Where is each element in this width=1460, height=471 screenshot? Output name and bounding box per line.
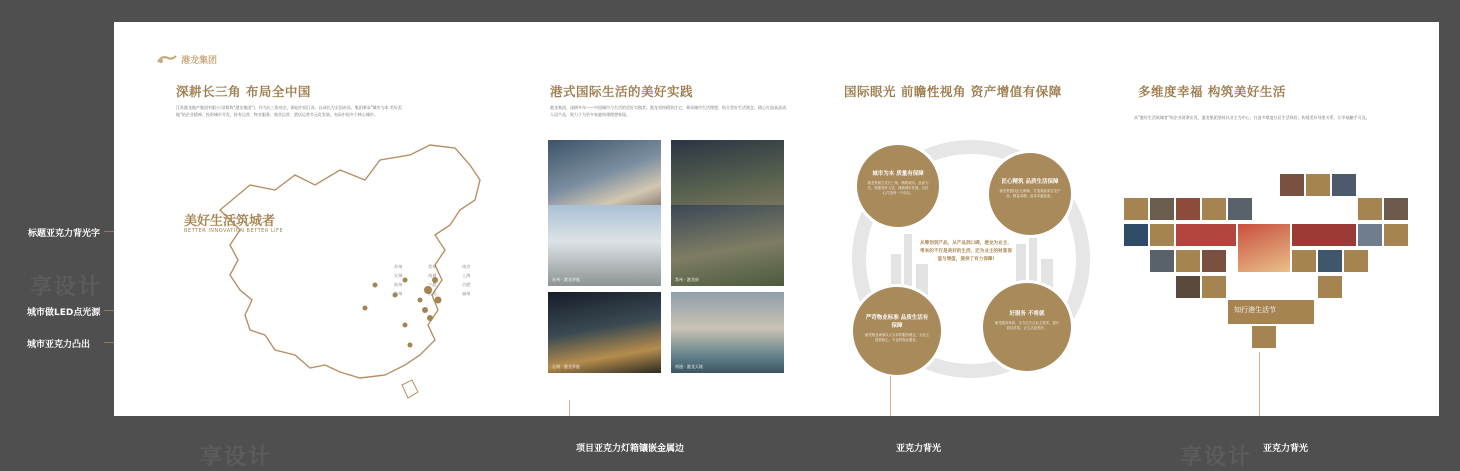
feature-circle-body: 港龙集团立足长三角，精筑城市，品质为先，构建美好人居，深耕城市发展，以匠心打造每一个项目。: [867, 181, 929, 195]
mosaic-cell: [1306, 174, 1330, 196]
mosaic-cell: [1176, 276, 1200, 298]
mosaic-cell: [1384, 224, 1408, 246]
city-label: 福州: [462, 291, 471, 296]
bottom-label-panel2: 项目亚克力灯箱镶嵌金属边: [576, 444, 685, 454]
project-photo: [548, 205, 661, 286]
mosaic-cell: [1176, 198, 1200, 220]
bottom-label-panel3: 亚克力背光: [896, 444, 942, 454]
photo-caption: 常州 · 港龙府: [675, 277, 699, 282]
city-label: 杭州: [394, 282, 403, 287]
watermark: 享设计: [200, 445, 273, 470]
brand-name: 港龙集团: [181, 56, 218, 66]
side-label-city-led: 城市做LED点光源: [27, 308, 101, 318]
project-photo: [548, 292, 661, 373]
city-label: 南通: [428, 273, 437, 278]
photo-caption: 苏州 · 港龙华庭: [552, 277, 580, 282]
panel4-title: 多维度幸福 构筑美好生活: [1138, 84, 1286, 99]
feature-circle: [986, 150, 1074, 238]
city-label: 常州: [428, 264, 437, 269]
panel1-paragraph: 江苏港龙地产集团有限公司(简称"港龙集团")，作为长三角房企，源起中国江苏，以成长为全国布局，集团秉承"城市为本 美好美地"的企业精神，投资城市开发、持有运营、物业服务、商业运营、酒店运营多元化发展，布局中国多个核心城市。: [176, 105, 402, 117]
map-title: 美好生活筑城者: [184, 214, 276, 229]
mosaic-cell: [1292, 224, 1356, 246]
display-board: [114, 22, 1439, 416]
mosaic-cell: [1202, 250, 1226, 272]
mosaic-cell: [1358, 198, 1382, 220]
mosaic-cell: [1318, 250, 1342, 272]
mosaic-cell: [1292, 250, 1316, 272]
city-label: 上海: [462, 273, 471, 278]
bottom-label-panel4: 亚克力背光: [1263, 444, 1309, 454]
mosaic-cell: [1202, 276, 1226, 298]
photo-caption: 南通 · 港龙天境: [675, 364, 703, 369]
connector-line: [569, 400, 570, 416]
city-label: 温州: [394, 291, 403, 296]
mosaic-cell: [1252, 326, 1276, 348]
panel2-paragraph: 港龙集团，深耕多年——中国城市与生活的美好实践者。港龙坚持精装住宅，秉承城市生活理想，结合美好生活理念，精心打造高品质人居产品，致力于为更多家庭构建理想家园。: [550, 105, 786, 117]
feature-circle-title: 严苛物业标准 品质生活有保障: [865, 315, 929, 329]
brand-logo: [156, 53, 217, 66]
brand-logo-icon: [156, 54, 178, 65]
mosaic-cell: [1344, 250, 1368, 272]
side-label-title-acrylic: 标题亚克力背光字: [28, 229, 101, 239]
feature-circle-title: 匠心精筑 品质生活保障: [1001, 179, 1059, 185]
community-photo-mosaic: [1124, 172, 1414, 362]
feature-circle: [854, 142, 942, 230]
project-photo: [671, 205, 784, 286]
mosaic-cell: [1280, 174, 1304, 196]
mosaic-cell: [1150, 198, 1174, 220]
panel4-paragraph: 从"港好生活筑城者"的企业使命出发，港龙集团坚持以业主为中心，打造多维度社区生活体验，构建美好邻里关系，让幸福触手可及。: [1134, 115, 1370, 120]
city-list: [394, 264, 492, 297]
city-label: 南京: [462, 264, 471, 269]
feature-circle-title: 城市为本 质量有保障: [872, 171, 924, 177]
feature-circle-title: 好服务 不将就: [1009, 311, 1045, 317]
mosaic-cell: [1358, 224, 1382, 246]
city-label: 武汉: [428, 291, 437, 296]
feature-circle-body: 港龙集团以匠心精神，打造高品质住宅产品，精益求精，追求卓越品质。: [999, 189, 1061, 198]
city-label: 宁波: [428, 282, 437, 287]
panel3-slogan: 从筹划到产品，从产品到口碑，港龙为业主、带来的不仅是美好的生活，还为业主的财富保值与增值，提供了有力保障!: [920, 241, 1012, 262]
side-label-city-acrylic: 城市亚克力凸出: [27, 340, 91, 350]
feature-circle: [980, 280, 1074, 374]
feature-circle: [850, 284, 944, 378]
watermark: 享设计: [30, 275, 103, 300]
city-label: 合肥: [462, 282, 471, 287]
mosaic-cell: [1228, 198, 1252, 220]
mosaic-cell: [1124, 198, 1148, 220]
city-label: 苏州: [394, 264, 403, 269]
connector-line: [1259, 352, 1260, 416]
feature-circle-body: 港龙物业秉承以人为本的服务理念，为业主提供贴心、专业的物业服务。: [864, 333, 930, 342]
photo-caption: 无锡 · 港龙华庭: [552, 364, 580, 369]
mosaic-cell: [1150, 224, 1174, 246]
mosaic-cell: [1238, 224, 1290, 272]
panel2-title: 港式国际生活的美好实践: [550, 84, 694, 99]
watermark: 享设计: [1180, 445, 1253, 470]
panel1-title: 深耕长三角 布局全中国: [176, 84, 311, 99]
mosaic-cell: [1202, 198, 1226, 220]
connector-line: [890, 376, 891, 416]
mosaic-cell: [1176, 224, 1236, 246]
city-label: 无锡: [394, 273, 403, 278]
banner-text: 知行港生活节: [1234, 306, 1276, 314]
mosaic-cell: [1124, 224, 1148, 246]
map-subtitle: BETTER INNOVATION BETTER LIFE: [184, 228, 284, 234]
mosaic-cell: [1150, 250, 1174, 272]
feature-circle-body: 港龙服务体系，全方位关注业主需求，提升居住体验，让生活更美好。: [994, 321, 1060, 330]
mosaic-cell: [1318, 276, 1342, 298]
panel3-title: 国际眼光 前瞻性视角 资产增值有保障: [844, 84, 1062, 99]
mosaic-cell: [1332, 174, 1356, 196]
project-photo: [671, 292, 784, 373]
mosaic-cell: [1384, 198, 1408, 220]
mosaic-cell: [1176, 250, 1200, 272]
